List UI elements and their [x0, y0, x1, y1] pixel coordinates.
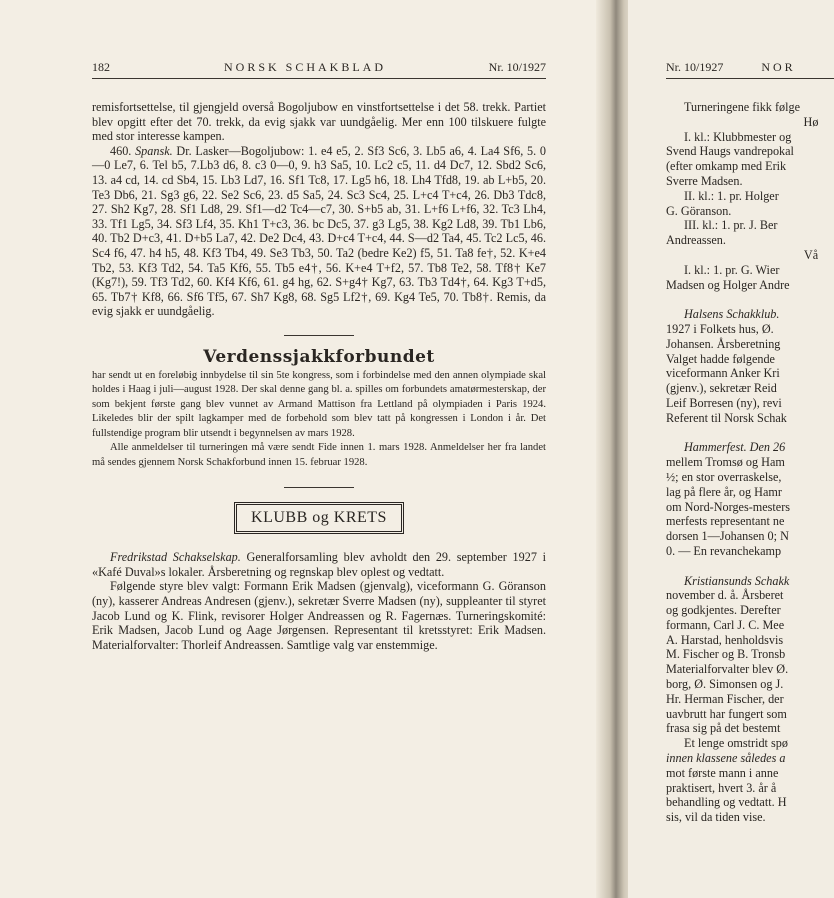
right-line: Hammerfest. Den 26: [684, 440, 786, 455]
right-line: M. Fischer og B. Tronsb: [666, 647, 786, 662]
right-line: behandling og vedtatt. H: [666, 795, 787, 810]
right-line: G. Göranson.: [666, 203, 732, 218]
right-line: (gjenv.), sekretær Reid: [666, 381, 777, 396]
right-line: frasa sig på det bestemt: [666, 721, 781, 736]
issue-number: Nr. 10/1927: [488, 60, 546, 74]
right-line: Kristiansunds Schakk: [684, 573, 790, 588]
right-line: november d. å. Årsberet: [666, 588, 784, 603]
right-line: Hø: [803, 114, 819, 129]
right-line: 0. — En revanchekamp: [666, 543, 782, 558]
right-line: merfests representant ne: [666, 514, 785, 529]
right-line: borg, Ø. Simonsen og J.: [666, 677, 784, 692]
journal-title-right: NOR: [761, 60, 796, 74]
right-line: [666, 292, 834, 307]
right-line: Vå: [803, 247, 819, 262]
right-line: sis, vil da tiden vise.: [666, 810, 766, 825]
right-line: III. kl.: 1. pr. J. Ber: [684, 218, 778, 233]
right-line: lag på flere år, og Hamr: [666, 484, 782, 499]
right-line: Et lenge omstridt spø: [684, 736, 788, 751]
club-name: Fredrikstad Schakselskap.: [110, 550, 241, 565]
header-rule: [92, 78, 546, 79]
right-line: ½; en stor overraskelse,: [666, 469, 782, 484]
right-line: A. Harstad, henholdsvis: [666, 632, 784, 647]
right-line: mellem Tromsø og Ham: [666, 455, 785, 470]
paragraph-entries: Alle anmeldelser til turneringen må være sendt Fide innen 1. mars 1928. Anmeldelser her fra landet må sendes gjennem Norsk Schakforbund innen 15. februar 1928.: [92, 442, 546, 469]
right-line: Andreassen.: [666, 233, 726, 248]
right-line: Halsens Schakklub.: [684, 307, 780, 322]
club-meeting-text: Generalforsamling blev avholdt den 29. september 1927 i «Kafé Duval»s lokaler. Årsberetning og regnskap blev oplest og vedtatt.: [92, 550, 547, 579]
page-number: 182: [92, 60, 110, 74]
right-line: og godkjentes. Derefter: [666, 603, 781, 618]
right-line: 1927 i Folkets hus, Ø.: [666, 321, 774, 336]
paragraph-club-meeting: [92, 550, 546, 579]
game-record: [92, 144, 546, 319]
box-heading-wrap: [92, 502, 546, 535]
left-column: [92, 100, 546, 652]
right-line: [666, 559, 834, 574]
right-line: Valget hadde følgende: [666, 351, 775, 366]
club-section-box: KLUBB og KRETS: [234, 502, 404, 535]
right-line: viceformann Anker Kri: [666, 366, 780, 381]
right-line: [666, 426, 834, 441]
right-line: II. kl.: 1. pr. Holger: [684, 188, 779, 203]
right-line: mot første mann i anne: [666, 765, 779, 780]
header-rule-right: [666, 78, 834, 79]
right-line: Svend Haugs vandrepokal: [666, 144, 794, 159]
right-line: Referent til Norsk Schak: [666, 410, 787, 425]
issue-number-right: Nr. 10/1927: [666, 60, 724, 74]
right-line: Madsen og Holger Andre: [666, 277, 790, 292]
game-opening: Spansk.: [135, 143, 173, 158]
section-heading: Verdenssjakkforbundet: [203, 346, 435, 367]
journal-title: NORSK SCHAKBLAD: [224, 60, 387, 74]
paragraph-board: Følgende styre blev valgt: Formann Erik Madsen (gjenvalg), viceformann G. Göranson (ny), kasserer Andreas Andresen (gjenv.), sekretær Sverre Madsen (ny), suppleanter til styret Jacob Lund og K. Flink, revisorer Holger Andreassen og R. Fagernæs. Turneringskomité: Erik Madsen, Jacob Lund og Aage Jørgensen. Representant til kretsstyret: Erik Madsen. Materialforvalter: Thorleif Andreassen. Samtlige valg var enstemmige.: [92, 579, 546, 652]
right-page: [628, 0, 834, 898]
paragraph-remis: remisfortsettelse, til gjengjeld overså Bogoljubow en vinstfortsettelse i det 58. trekk. Partiet blev opgitt efter det 70. trekk, da evig sjakk var uundgåelig. Mer enn 100 tilskuere fulgte med stor interesse kampen.: [92, 100, 546, 144]
game-moves: Dr. Lasker—Bogoljubow: 1. e4 e5, 2. Sf3 Sc6, 3. Lb5 a6, 4. La4 Sf6, 5. 0—0 Le7, 6. Tel b5, 7.Lb3 d6, 8. c3 0—0, 9. h3 Sa5, 10. Lc2 c5, 11. d4 Dc7, 12. Sbd2 Sc6, 13. a4 cd, 14. cd Sb4, 15. Lb3 Ld7, 16. Sf1 Tc8, 17. Lg5 h6, 18. Lh4 Tfd8, 19. ab L+b5, 20. Te3 Db6, 21. Sg3 g6, 22. Se2 Sc6, 23. d5 Sa5, 24. Sc3 Sc4, 25. L+c4 T+c4, 26. Db3 Tdc8, 27. Sh2 Kg7, 28. Sf1 Ld8, 29. Sf1—d2 Tc4—c7, 30. S+b5 ab, 31. L+f6 L+f6, 32. Tc3 Lh4, 33. Tf1 Lg5, 34. Sf3 Lf4, 35. Kh1 T+c3, 36. bc Dc5, 37. g3 Lg5, 38. Kg2 Ld8, 39. Tb1 Lb6, 40. Tb2 D+c3, 41. D+b5 La7, 42. De2 Dc4, 43. D+c4 T+c4, 44. S—d2 Ta4, 45. Tc2 Lc5, 46. Sc4 f6, 47. h4 h5, 48. Kf3 Tb4, 49. Se3 Tb3, 50. Ta2 (bedre Ke2) f5, 51. Ta8 fe†, 52. K+e4 Tb2, 53. Kf3 Td2, 54. Ta5 Kf6, 55. Tb5 e4†, 56. K+e4 T+f2, 57. Tb8 Te2, 58. Tf8† Ke7 (Kg7!), 59. Tf3 Td2, 60. Kf4 Kf6, 61. g4 hg, 62. S+g4† Kg7, 63. Tb3 Td4†, 64. Kg3 T+d5, 65. Tb7† Kf8, 66. Sf6 Tf5, 67. Sh7 Kg8, 68. Sg5 Lf2†, 69. Kg4 Te5, 70. Tb8†. Remis, da evig sjakk er uundgåelig.: [92, 143, 547, 319]
right-line: dorsen 1—Johansen 0; N: [666, 529, 789, 544]
right-line: innen klassene således a: [666, 751, 786, 766]
right-line: Leif Borresen (ny), revi: [666, 395, 782, 410]
right-line: uavbrutt har fungert som: [666, 706, 787, 721]
right-line: om Nord-Norges-mesters: [666, 499, 790, 514]
right-column: [666, 100, 834, 825]
running-header: [92, 60, 546, 76]
right-line: Materialforvalter blev Ø.: [666, 662, 789, 677]
running-header-right: [666, 60, 796, 75]
right-line: Johansen. Årsberetning: [666, 336, 781, 351]
right-line: (efter omkamp med Erik: [666, 159, 787, 174]
right-line: I. kl.: 1. pr. G. Wier: [684, 262, 780, 277]
right-line: I. kl.: Klubbmester og: [684, 129, 792, 144]
section-divider: [284, 487, 354, 488]
right-line: Turneringene fikk følge: [684, 100, 800, 114]
right-line: formann, Carl J. C. Mee: [666, 617, 785, 632]
right-line: Sverre Madsen.: [666, 173, 743, 188]
game-number: 460.: [110, 143, 132, 158]
right-line: praktisert, hvert 3. år å: [666, 780, 777, 795]
section-divider: [284, 335, 354, 336]
paragraph-fide: har sendt ut en foreløbig innbydelse til sin 5te kongress, som i forbindelse med den annen olympiade skal holdes i Haag i juli—august 1928. Der skal denne gang bl. a. spilles om forbundets amatørmesterskap, der som bekjent første gang blev vunnet av Armand Mattison fra Lettland på olympiaden i Paris 1924. Likeledes blir der spilt lagkamper med de forbehold som blev tatt på kongressen i London i år. Det fullstendige program blir utsendt i begynnelsen av mars 1928.: [92, 369, 546, 439]
right-line: Hr. Herman Fischer, der: [666, 691, 784, 706]
